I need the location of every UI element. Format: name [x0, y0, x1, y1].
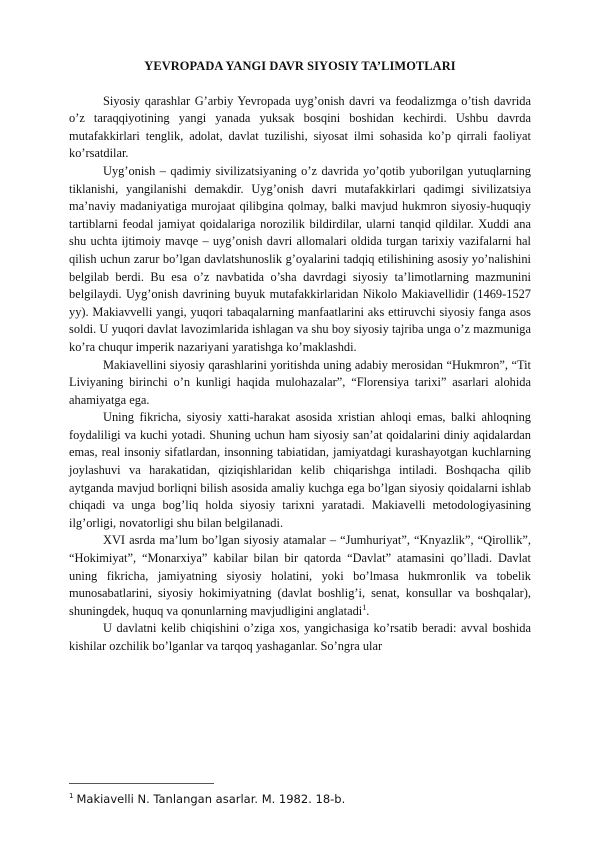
- footnote-reference[interactable]: 1: [362, 602, 367, 612]
- paragraph-1: Siyosiy qarashlar G’arbiy Yevropada uyg’onish davri va feodalizmga o’tish davrida o’z taraqqiyotining yangi yanada yuksak bosqini boshidan kechirdi. Ushbu davrda mutafakkirlari tenglik, adolat, davlat tuzilishi, siyosat ilmi sohasida ko’p qirrali faoliyat ko’rsatdilar.: [69, 93, 531, 161]
- paragraph-3: Makiavellini siyosiy qarashlarini yoritishda uning adabiy merosidan “Hukmron”, “Tit Liviyaning birinchi o’n kunligi haqida mulohazalar”, “Florensiya tarixi” asarlari alohida ahamiyatga ega.: [69, 357, 531, 407]
- page-body: [69, 58, 531, 656]
- paragraph-5-text: XVI asrda ma’lum bo’lgan siyosiy atamalar – “Jumhuriyat”, “Knyazlik”, “Qirollik”, “Hokimiyat”, “Monarxiya” kabilar bilan bir qatorda “Davlat” atamasini qo’lladi. Davlat uning fikricha, jamiyatning siyosiy holatini, yoki bo’lmasa hukmronlik va tobelik munosabatlarini, siyosiy hokimiyatning (davlat boshlig’i, senat, konsullar va boshqalar), shuningdek, huquq va qonunlarning mavjudligini anglatadi: [69, 533, 531, 618]
- paragraph-5: [69, 532, 531, 620]
- paragraph-6: U davlatni kelib chiqishini o’ziga xos, yangichasiga ko’rsatib beradi: avval boshida kishilar ozchilik bo’lganlar va tarqoq yashaganlar. So’ngra ular: [69, 621, 531, 653]
- document-title: YEVROPADA YANGI DAVR SIYOSIY TA’LIMOTLARI: [144, 59, 456, 73]
- footnote-text: Makiavelli N. Tanlangan asarlar. M. 1982. 18-b.: [76, 792, 346, 806]
- paragraph-2: Uyg’onish – qadimiy sivilizatsiyaning o’z davrida yo’qotib yuborilgan yutuqlarning tiklanishi, yangilanishi demakdir. Uyg’onish davri mutafakkirlari qadimgi sivilizatsiya ma’naviy madaniyatiga murojaat qilibgina qolmay, balki mavjud hukmron siyosiy-huquqiy tartiblarni feodal jamiyat qoidalariga norozilik bildirdilar, ularni tanqid qildilar. Xuddi ana shu uchta ijtimoiy mavqe – uyg’onish davri allomalari oldida turgan tarixiy vazifalarni hal qilish uchun zarur bo’lgan davlatshunoslik g’oyalarini tadqiq etilishining asosiy yo’nalishini belgilab berdi. Bu esa o’z navbatida o’sha davrdagi siyosiy ta’limotlarning mazmunini belgilaydi. Uyg’onish davrining buyuk mutafakkirlaridan Nikolo Makiavellidir (1469-1527 yy). Makiavvelli yangi, yuqori tabaqalarning manfaatlarini aks ettiruvchi siyosiy fanga asos soldi. U yuqori davlat lavozimlarida ishlagan va shu boy siyosiy tajriba unga o’z mazmuniga ko’ra chuqur imperik nazariyani yaratishga ko’maklashdi.: [69, 163, 531, 354]
- paragraph-4: Uning fikricha, siyosiy xatti-harakat asosida xristian ahloqi emas, balki ahloqning foydaliligi va kuchi yotadi. Shuning uchun ham siyosiy san’at qoidalarini diniy aqidalardan emas, real insoniy sifatlardan, insonning tabiatidan, jamiyatdagi kurashayotgan kuchlarning joylashuvi va harakatidan, qiziqishlaridan kelib chiqarishga intiladi. Boshqacha qilib aytganda mavjud borliqni bilish asosida amaliy kuchga ega bo’lgan siyosiy qoidalarni ishlab chiqadi va unga bog’liq holda siyosiy tarixni yaratadi. Makiavelli metodologiyasining ilg’orligi, novatorligi shu bilan belgilanadi.: [69, 410, 531, 530]
- footnote-mark: 1: [69, 792, 74, 801]
- footnote: [69, 792, 531, 807]
- footnote-separator: [69, 783, 214, 784]
- paragraph-5-end: .: [366, 603, 370, 618]
